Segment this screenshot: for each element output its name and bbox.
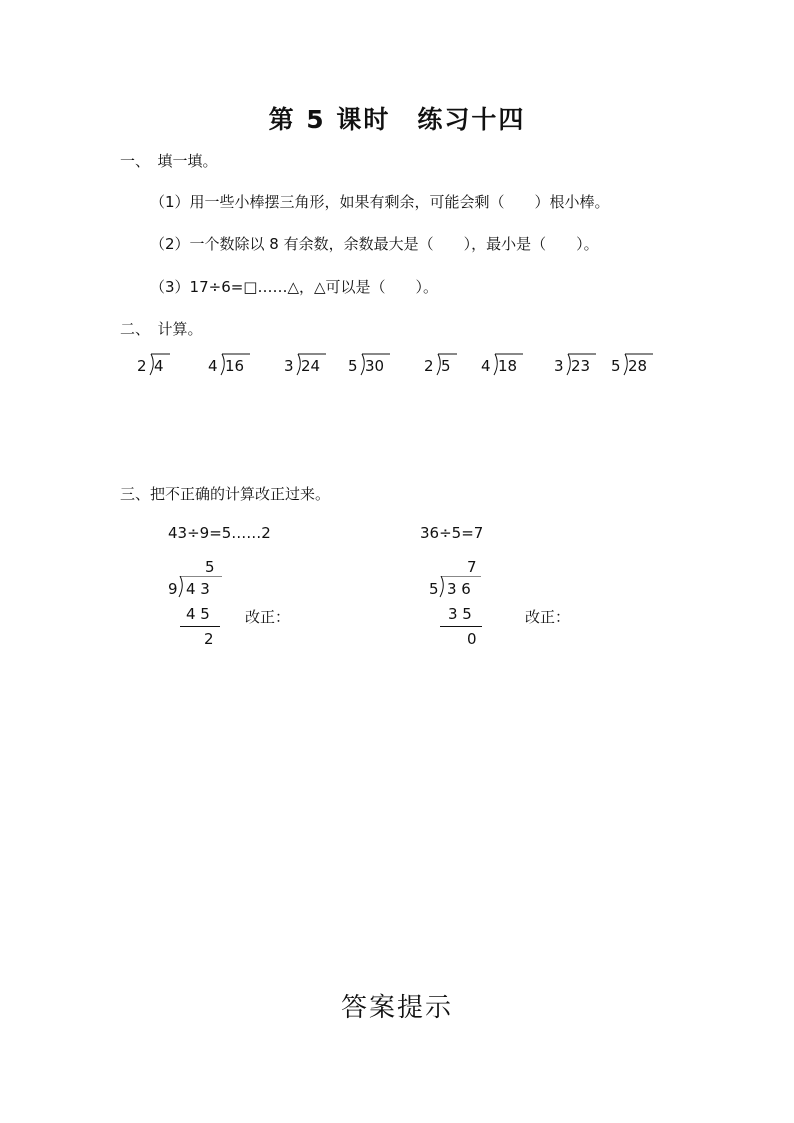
division-problem [611,356,671,382]
quotient-right: 7 [467,558,477,576]
remainder-left: 2 [204,630,214,648]
divisor: 5 [348,357,358,375]
answer-heading: 答案提示 [340,993,453,1023]
page-title: 第 5 课时 练习十四 [268,105,526,134]
dividend: 16 [225,357,245,375]
divisor-right: 5 [429,580,439,598]
division-problem [554,356,614,382]
dividend: 5 [441,357,451,375]
division-problem [481,356,541,382]
product-left: 4 5 [186,605,210,623]
section-1-heading: 一、 填一填。 [120,152,218,170]
division-problem [424,356,484,382]
divisor: 5 [611,357,621,375]
divisor: 2 [424,357,434,375]
divisor: 3 [554,357,564,375]
question-1-2: （2）一个数除以 8 有余数，余数最大是（ ），最小是（ ）。 [150,235,599,253]
divisor: 4 [481,357,491,375]
quotient-left: 5 [205,558,215,576]
section-3-heading: 三、把不正确的计算改正过来。 [120,485,331,503]
question-1-3: （3）17÷6=□……△，△可以是（ ）。 [150,278,439,296]
equation-left: 43÷9=5……2 [168,524,271,542]
underline-right [440,626,482,627]
division-problem [348,356,408,382]
section-2-heading: 二、 计算。 [120,320,203,338]
dividend: 18 [498,357,518,375]
divisor: 3 [284,357,294,375]
division-problem [137,356,197,382]
dividend: 24 [301,357,321,375]
division-problem [284,356,344,382]
dividend-right: 3 6 [447,580,471,598]
division-problem [208,356,268,382]
dividend: 23 [571,357,591,375]
divisor: 4 [208,357,218,375]
fix-label-left: 改正： [245,608,291,626]
divisor: 2 [137,357,147,375]
question-1-1: （1）用一些小棒摆三角形，如果有剩余，可能会剩（ ）根小棒。 [150,193,610,211]
dividend-left: 4 3 [186,580,210,598]
divisor-left: 9 [168,580,178,598]
product-right: 3 5 [448,605,472,623]
dividend: 28 [628,357,648,375]
underline-left [180,626,220,627]
remainder-right: 0 [467,630,477,648]
fix-label-right: 改正： [525,608,571,626]
equation-right: 36÷5=7 [420,524,484,542]
dividend: 30 [365,357,385,375]
dividend: 4 [154,357,164,375]
